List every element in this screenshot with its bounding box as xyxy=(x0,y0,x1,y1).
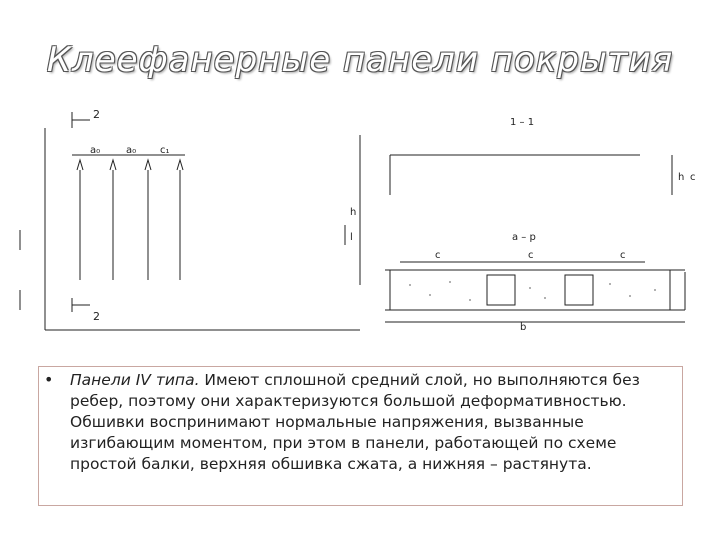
plan-section-top-label: 2 xyxy=(93,108,100,121)
plan-mark-h: h xyxy=(350,207,357,218)
section-dim-c3: c xyxy=(620,250,626,261)
plan-spacing-3: c₁ xyxy=(160,145,170,156)
description-paragraph xyxy=(70,370,680,475)
paragraph-body: Имеют сплошной средний слой, но выполняются без ребер, поэтому они характеризуются большой деформативностью. Обшивки воспринимают нормальные напряжения, вызванные изгибающим моментом, при этом в панели, работающей по схеме простой балки, верхняя обшивка сжата, а нижняя – растянута. xyxy=(70,371,640,473)
section-dim-c1: c xyxy=(435,250,441,261)
core-insert-left xyxy=(487,275,515,305)
section-side-c: c xyxy=(690,172,696,183)
section-top-label: a – p xyxy=(512,232,536,243)
section-side-h: h xyxy=(678,172,685,183)
slide-title: Клеефанерные панели покрытия xyxy=(46,40,674,80)
plan-section-bottom-label: 2 xyxy=(93,310,100,323)
core-insert-right xyxy=(565,275,593,305)
section-dim-c2: c xyxy=(528,250,534,261)
plan-mark-l: l xyxy=(350,232,353,243)
plan-spacing-1: a₀ xyxy=(90,145,101,156)
paragraph-lead: Панели IV типа. xyxy=(70,371,200,389)
bullet-marker: • xyxy=(44,370,54,389)
section-width-label: b xyxy=(520,322,527,333)
section-label: 1 – 1 xyxy=(510,117,535,128)
plan-spacing-2: a₀ xyxy=(126,145,137,156)
core-filler-dots xyxy=(409,281,656,301)
